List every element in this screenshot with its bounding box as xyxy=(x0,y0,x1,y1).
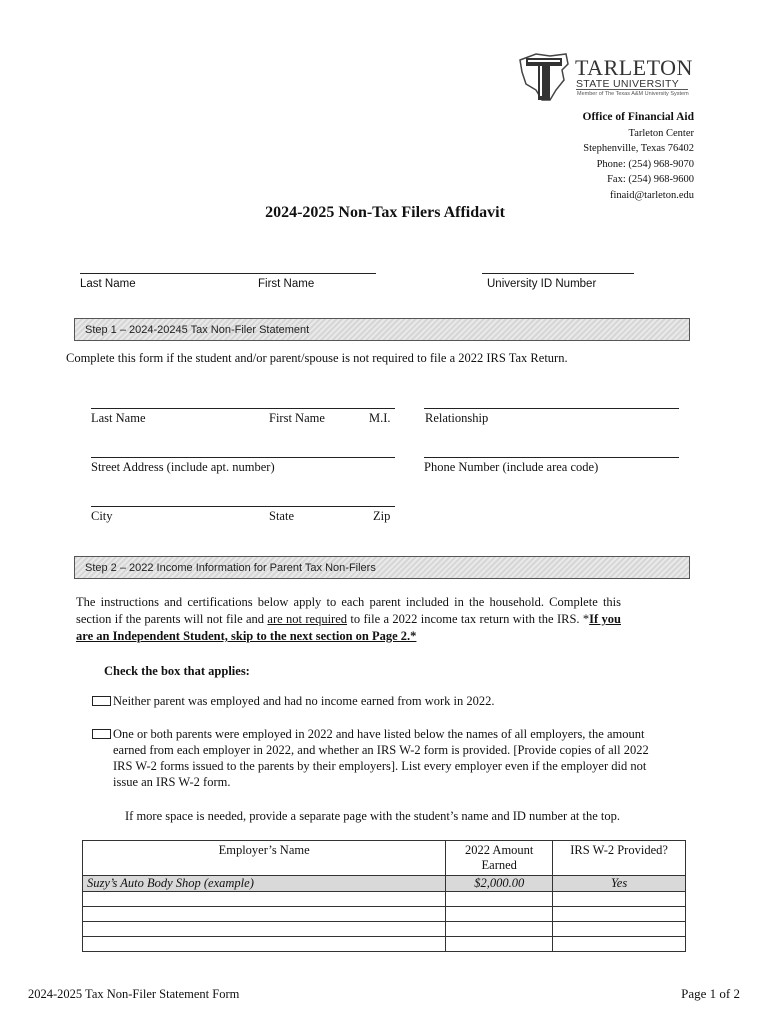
address-line: Tarleton Center xyxy=(628,127,694,139)
relationship-line[interactable] xyxy=(424,408,679,409)
table-row[interactable] xyxy=(83,907,686,922)
table-row[interactable] xyxy=(83,892,686,907)
student-name-line[interactable] xyxy=(80,273,376,274)
tarleton-logo-icon xyxy=(516,50,572,104)
employer-table xyxy=(82,840,686,952)
table-header-row xyxy=(83,841,686,876)
table-row-example xyxy=(83,876,686,892)
student-id-line[interactable] xyxy=(482,273,634,274)
logo-title: TARLETON xyxy=(575,55,693,80)
amount-cell[interactable] xyxy=(446,922,553,937)
employer-cell[interactable] xyxy=(83,937,446,952)
relationship-label: Relationship xyxy=(425,411,489,425)
instructions-text: The instructions and certifications below apply to each parent included in the household. Complete this section if the parents will not file and xyxy=(76,595,621,626)
page-title: 2024-2025 Non-Tax Filers Affidavit xyxy=(265,204,505,221)
logo-member-text: Member of The Texas A&M University System xyxy=(577,91,689,97)
office-name: Office of Financial Aid xyxy=(582,111,694,123)
independent-student-note: If you are an Independent Student, skip to the next section on Page 2.* xyxy=(76,612,621,643)
address-line: Stephenville, Texas 76402 xyxy=(583,143,694,154)
employer-cell[interactable] xyxy=(83,892,446,907)
parent-name-line[interactable] xyxy=(91,408,395,409)
example-amount: $2,000.00 xyxy=(446,876,553,892)
employer-cell[interactable] xyxy=(83,922,446,937)
address-line: Fax: (254) 968-9600 xyxy=(607,174,694,185)
space-note: If more space is needed, provide a separate page with the student’s name and ID number at the top. xyxy=(125,809,620,823)
address-line: finaid@tarleton.edu xyxy=(609,189,694,201)
table-row[interactable] xyxy=(83,937,686,952)
phone-label: Phone Number (include area code) xyxy=(424,460,599,474)
w2-cell[interactable] xyxy=(553,922,686,937)
step1-intro: Complete this form if the student and/or parent/spouse is not required to file a 2022 IRS Tax Return. xyxy=(66,351,568,365)
employer-cell[interactable] xyxy=(83,907,446,922)
no-income-option-label: Neither parent was employed and had no income earned from work in 2022. xyxy=(113,694,495,708)
city-label: City xyxy=(91,509,113,523)
step2-heading-bar xyxy=(74,556,690,579)
city-state-zip-line[interactable] xyxy=(91,506,395,507)
amount-cell[interactable] xyxy=(446,937,553,952)
street-line[interactable] xyxy=(91,457,395,458)
street-label: Street Address (include apt. number) xyxy=(91,460,275,474)
step2-instructions xyxy=(76,594,621,645)
amount-cell[interactable] xyxy=(446,892,553,907)
instructions-underline: are not required xyxy=(267,612,348,626)
w2-cell[interactable] xyxy=(553,937,686,952)
employer-name-header: Employer’s Name xyxy=(83,841,446,876)
example-w2: Yes xyxy=(553,876,686,892)
phone-line[interactable] xyxy=(424,457,679,458)
no-income-checkbox[interactable] xyxy=(92,696,111,706)
step1-heading-bar xyxy=(74,318,690,341)
w2-header: IRS W-2 Provided? xyxy=(553,841,686,876)
address-line: Phone: (254) 968-9070 xyxy=(596,158,694,170)
amount-header: 2022 Amount Earned xyxy=(446,841,553,876)
example-employer: Suzy’s Auto Body Shop (example) xyxy=(83,876,446,892)
footer-page-number: Page 1 of 2 xyxy=(681,986,740,1001)
student-first-name-label: First Name xyxy=(258,278,315,290)
student-last-name-label: Last Name xyxy=(80,278,136,290)
step2-heading: Step 2 – 2022 Income Information for Parent Tax Non-Filers xyxy=(85,562,376,574)
parent-mi-label: M.I. xyxy=(369,411,391,425)
logo-subtitle: STATE UNIVERSITY xyxy=(576,78,680,90)
instructions-text-2: to file a 2022 income tax return with the IRS. * xyxy=(347,612,590,626)
footer-form-name: 2024-2025 Tax Non-Filer Statement Form xyxy=(28,987,240,1001)
office-address xyxy=(583,110,694,203)
parent-last-name-label: Last Name xyxy=(91,411,146,425)
step1-heading: Step 1 – 2024-20245 Tax Non-Filer Statement xyxy=(85,324,310,336)
parent-first-name-label: First Name xyxy=(269,411,325,425)
state-label: State xyxy=(269,509,294,523)
employed-checkbox[interactable] xyxy=(92,729,111,739)
student-id-label: University ID Number xyxy=(487,278,597,290)
employed-option-label: One or both parents were employed in 2022 and have listed below the names of all employers, the amount earned from each employer in 2022, and whether an IRS W-2 form is provided. [Provide copies of all 2022 IRS W-2 forms issued to the parents by their employers]. List every employer even if the employer did not issue an IRS W-2 form. xyxy=(113,727,649,789)
w2-cell[interactable] xyxy=(553,892,686,907)
w2-cell[interactable] xyxy=(553,907,686,922)
zip-label: Zip xyxy=(373,509,391,523)
table-row[interactable] xyxy=(83,922,686,937)
check-heading: Check the box that applies: xyxy=(104,664,250,678)
amount-cell[interactable] xyxy=(446,907,553,922)
